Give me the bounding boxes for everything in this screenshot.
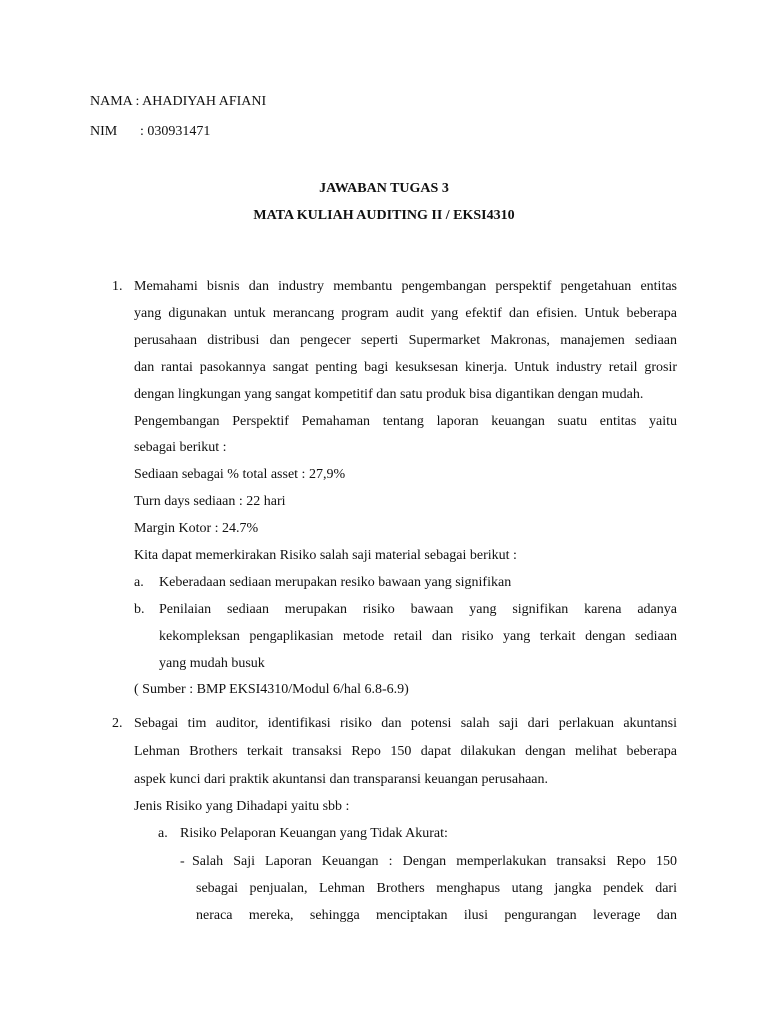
q1-stat: Turn days sediaan : 22 hari	[134, 494, 286, 509]
q1-source: ( Sumber : BMP EKSI4310/Modul 6/hal 6.8-6.9)	[134, 682, 409, 697]
q2-bullet-line: sebagai penjualan, Lehman Brothers menghapus utang jangka pendek dari	[196, 881, 677, 896]
q1-line: Pengembangan Perspektif Pemahaman tentang laporan keuangan suatu entitas yaitu	[134, 414, 677, 429]
q2-line: Lehman Brothers terkait transaksi Repo 150 dapat dilakukan dengan melihat beberapa	[134, 744, 677, 759]
q1-item-a: Keberadaan sediaan merupakan resiko bawaan yang signifikan	[159, 575, 512, 590]
q2-risk-intro: Jenis Risiko yang Dihadapi yaitu sbb :	[134, 799, 350, 814]
q1-item-b-line: yang mudah busuk	[159, 656, 265, 671]
q1-line: dengan lingkungan yang sangat kompetitif dan satu produk bisa digantikan dengan mudah.	[134, 387, 644, 402]
document-title: JAWABAN TUGAS 3	[319, 181, 449, 196]
q1-line: yang digunakan untuk merancang program audit yang efektif dan efisien. Untuk beberapa	[134, 306, 677, 321]
q2-bullet: -	[180, 854, 185, 869]
q1-item-b-line: Penilaian sediaan merupakan risiko bawaan yang signifikan karena adanya	[159, 602, 677, 617]
nim-label: NIM	[90, 124, 118, 139]
nim-value: : 030931471	[140, 124, 211, 139]
q1-number: 1.	[112, 279, 123, 294]
document-subtitle: MATA KULIAH AUDITING II / EKSI4310	[253, 208, 515, 223]
q2-bullet-line: neraca mereka, sehingga menciptakan ilusi pengurangan leverage dan	[196, 908, 677, 923]
q2-item-a: Risiko Pelaporan Keuangan yang Tidak Akurat:	[180, 826, 448, 841]
q2-line: Sebagai tim auditor, identifikasi risiko dan potensi salah saji dari perlakuan akuntansi	[134, 716, 677, 731]
q1-line: dan rantai pasokannya sangat penting bagi kesuksesan kinerja. Untuk industry retail grosir	[134, 360, 677, 375]
q1-line: Memahami bisnis dan industry membantu pengembangan perspektif pengetahuan entitas	[134, 279, 677, 294]
q1-line: sebagai berikut :	[134, 440, 227, 455]
q1-item-b-line: kekompleksan pengaplikasian metode retail dan risiko yang terkait dengan sediaan	[159, 629, 677, 644]
q2-bullet-line: Salah Saji Laporan Keuangan : Dengan memperlakukan transaksi Repo 150	[192, 854, 677, 869]
student-name: NAMA : AHADIYAH AFIANI	[90, 94, 267, 109]
q1-stat: Sediaan sebagai % total asset : 27,9%	[134, 467, 346, 482]
q1-item-a-label: a.	[134, 575, 144, 590]
q1-item-b-label: b.	[134, 602, 145, 617]
q2-line: aspek kunci dari praktik akuntansi dan transparansi keuangan perusahaan.	[134, 772, 549, 787]
q1-line: perusahaan distribusi dan pengecer seperti Supermarket Makronas, manajemen sediaan	[134, 333, 677, 348]
q2-number: 2.	[112, 716, 123, 731]
q1-stat: Margin Kotor : 24.7%	[134, 521, 259, 536]
q2-item-a-label: a.	[158, 826, 168, 841]
q1-risk-intro: Kita dapat memerkirakan Risiko salah saji material sebagai berikut :	[134, 548, 517, 563]
